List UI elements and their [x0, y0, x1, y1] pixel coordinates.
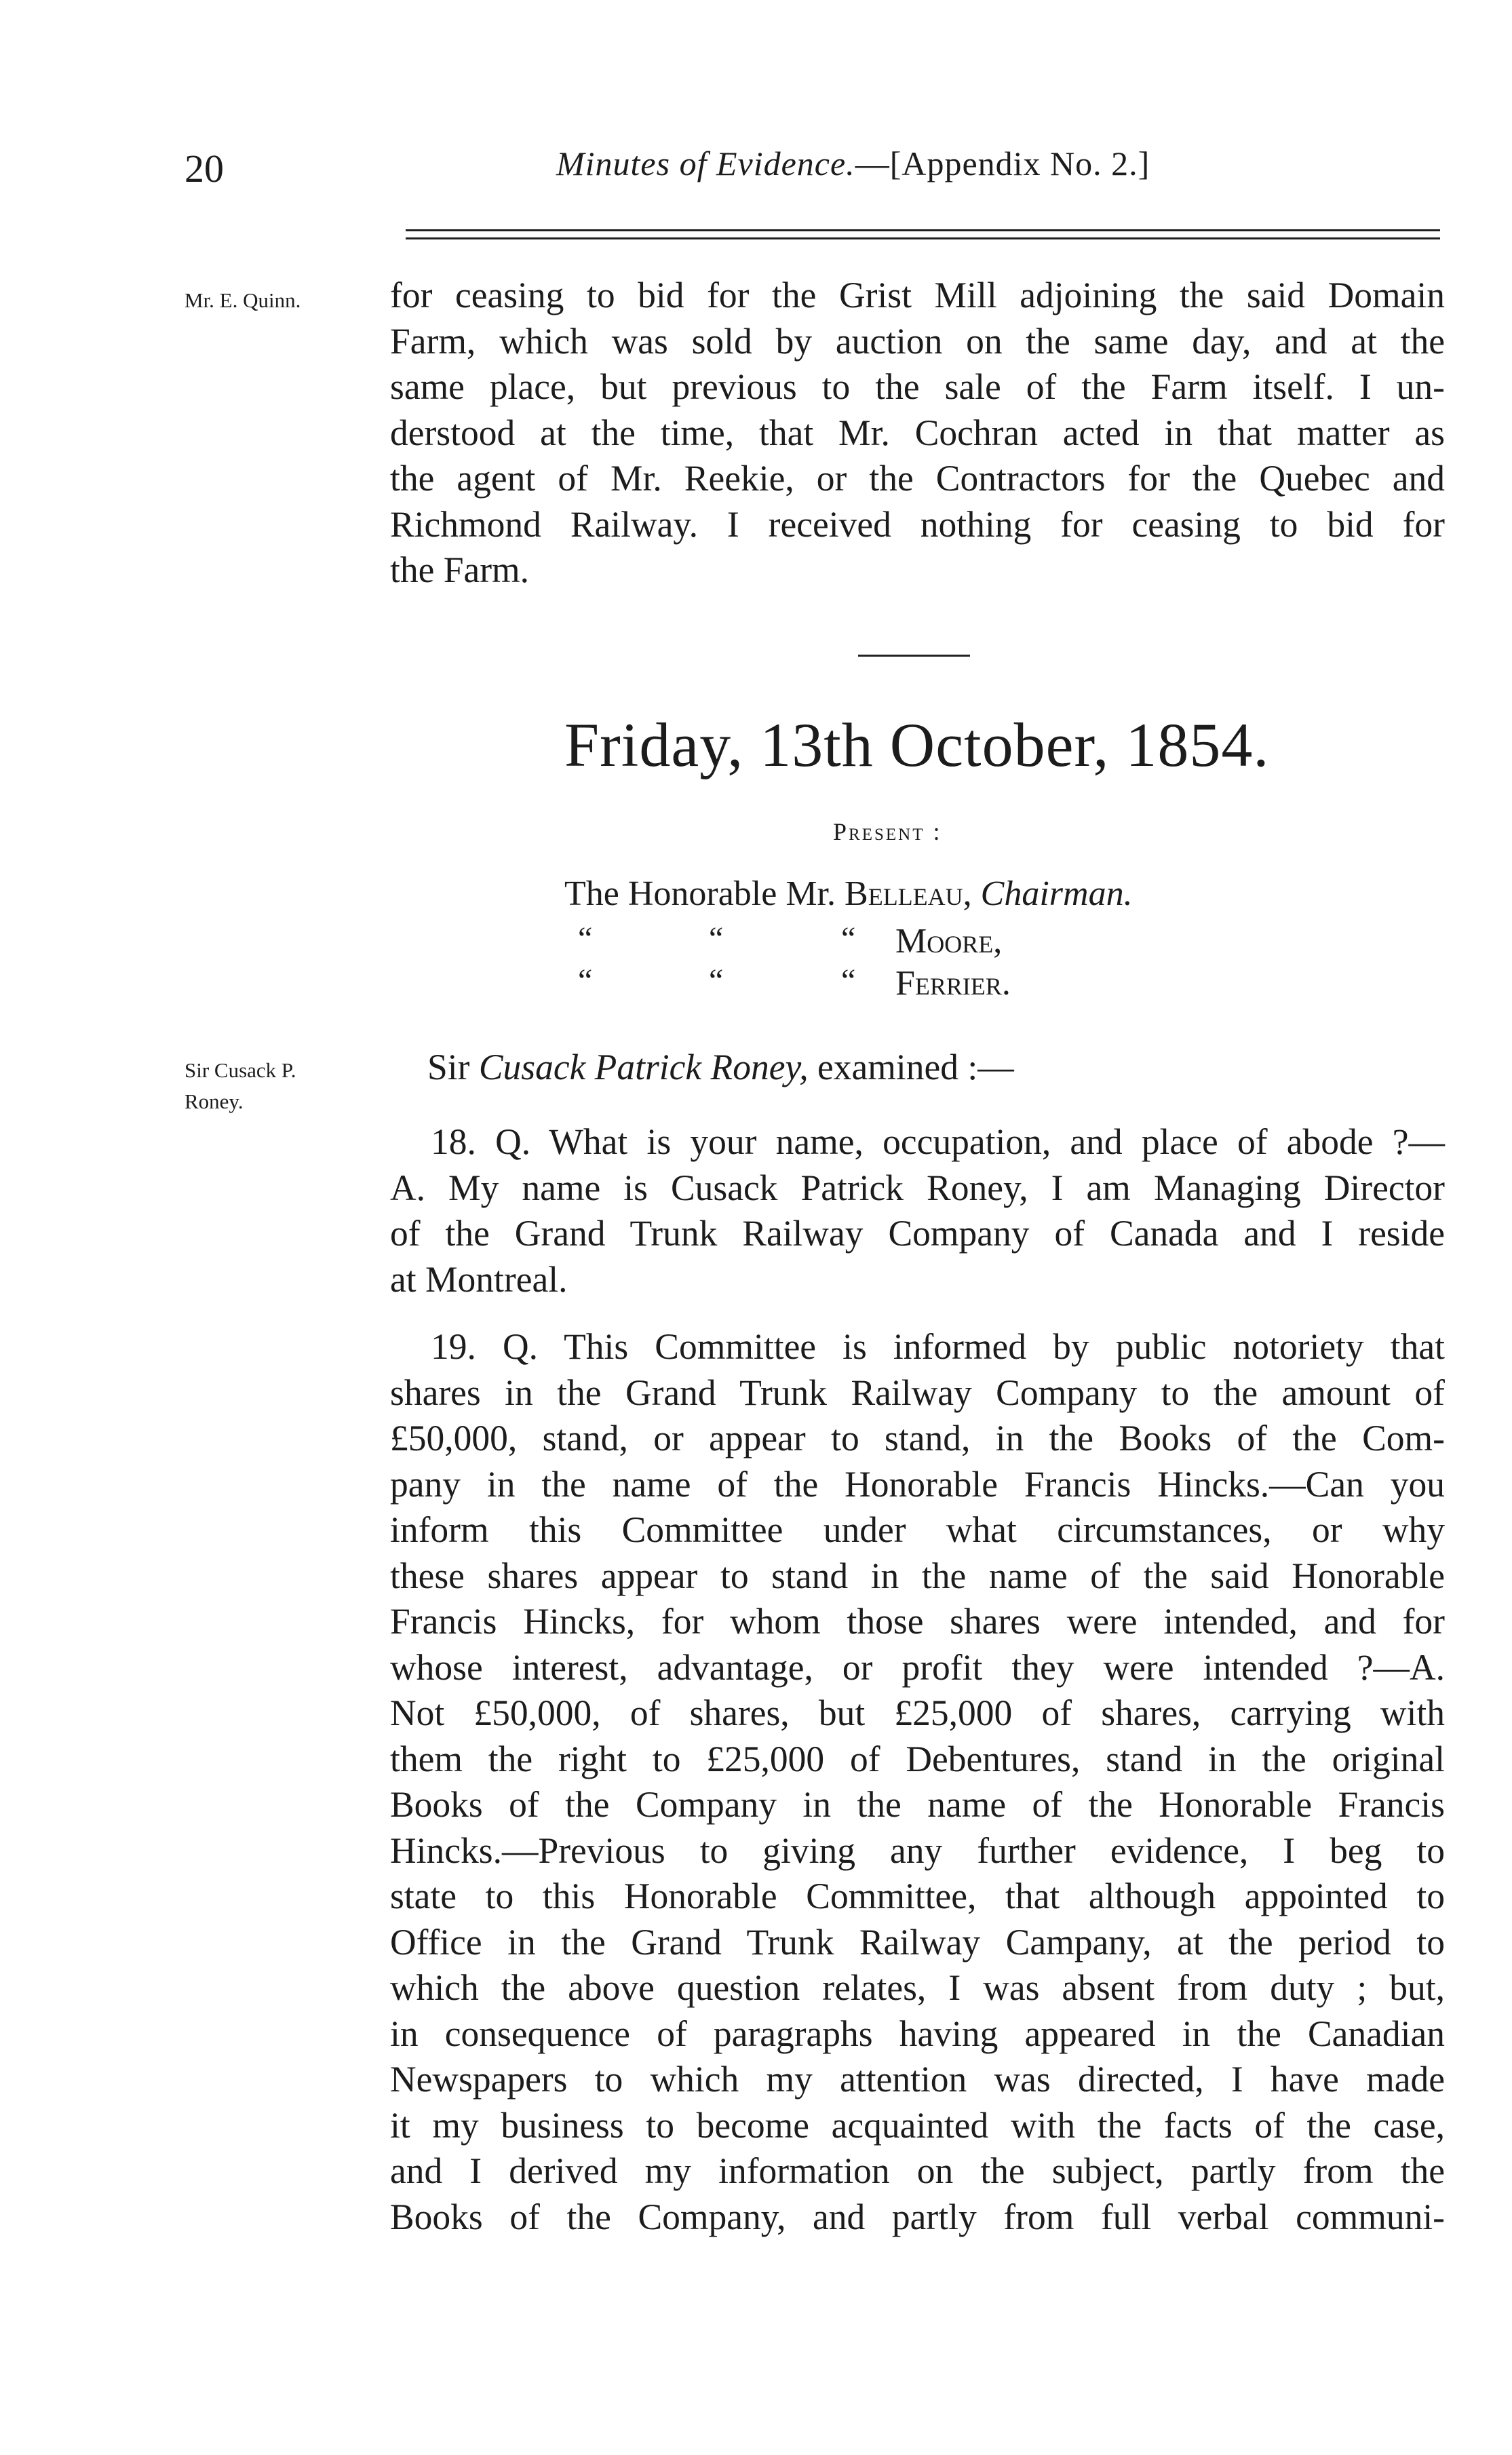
question-18: [390, 1119, 1445, 1302]
margin-speaker-roney-line1: Sir Cusack P.: [185, 1058, 296, 1082]
member-prefix: The Honorable Mr.: [564, 874, 836, 913]
q19-line: Not £50,000, of shares, but £25,000 of shares, carrying with: [390, 1693, 1445, 1733]
running-title: [556, 144, 1150, 183]
header-rule-bottom: [406, 237, 1440, 239]
ditto-mark: “: [578, 963, 593, 999]
margin-speaker-quinn: Mr. E. Quinn.: [185, 288, 301, 312]
examined-heading: [427, 1045, 1014, 1091]
ditto-mark: “: [578, 921, 593, 956]
margin-speaker-roney-line2: Roney.: [185, 1089, 244, 1113]
q19-line: in consequence of paragraphs having appeared in the Canadian: [390, 2013, 1445, 2054]
examined-prefix: Sir: [427, 1047, 470, 1087]
q18-line: of the Grand Trunk Railway Company of Canada and I reside: [390, 1213, 1445, 1254]
q19-line: inform this Committee under what circumstances, or why: [390, 1509, 1445, 1550]
q19-line: pany in the name of the Honorable Francis Hincks.—Can you: [390, 1463, 1445, 1505]
quinn-line: derstood at the time, that Mr. Cochran acted in that matter as: [390, 412, 1445, 453]
q18-line: 18. Q. What is your name, occupation, and place of abode ?—: [431, 1121, 1445, 1162]
margin-speaker-roney: [185, 1055, 296, 1117]
q19-line: which the above question relates, I was absent from duty ; but,: [390, 1967, 1445, 2008]
q19-line: Hincks.—Previous to giving any further evidence, I beg to: [390, 1830, 1445, 1871]
q19-line: it my business to become acquainted with the facts of the case,: [390, 2104, 1445, 2146]
ditto-mark: “: [841, 921, 856, 956]
quinn-line: Richmond Railway. I received nothing for ceasing to bid for: [390, 503, 1445, 545]
member-name-moore: Moore,: [895, 922, 1003, 961]
q19-line: Office in the Grand Trunk Railway Campany, at the period to: [390, 1921, 1445, 1963]
ditto-mark: “: [709, 921, 724, 956]
member-line-chairman: [564, 872, 1133, 916]
q19-line: state to this Honorable Committee, that although appointed to: [390, 1876, 1445, 1916]
running-title-appendix: —[Appendix No. 2.]: [855, 144, 1150, 182]
q19-line: 19. Q. This Committee is informed by public notoriety that: [431, 1326, 1445, 1367]
ditto-mark: “: [709, 963, 724, 999]
page-number: 20: [185, 147, 224, 191]
question-19: [390, 1324, 1445, 2240]
q18-line: A. My name is Cusack Patrick Roney, I am Managing Director: [390, 1167, 1445, 1208]
section-divider: [858, 655, 970, 657]
q19-line: Newspapers to which my attention was directed, I have made: [390, 2059, 1445, 2100]
q19-line: Books of the Company, and partly from full verbal communi-: [390, 2196, 1445, 2237]
q19-line: whose interest, advantage, or profit they were intended ?—A.: [390, 1646, 1445, 1688]
q19-line: £50,000, stand, or appear to stand, in the Books of the Com-: [390, 1418, 1445, 1458]
q18-line: at Montreal.: [390, 1258, 568, 1300]
quinn-paragraph: [390, 273, 1445, 594]
q19-line: them the right to £25,000 of Debentures, stand in the original: [390, 1738, 1445, 1779]
header-rule-top: [406, 229, 1440, 231]
q19-line: Francis Hincks, for whom those shares were intended, and for: [390, 1601, 1445, 1642]
member-role-chairman: Chairman.: [980, 874, 1133, 913]
quinn-line: for ceasing to bid for the Grist Mill adjoining the said Domain: [390, 275, 1445, 315]
q19-line: these shares appear to stand in the name of the said Honorable: [390, 1555, 1445, 1596]
member-name-ferrier: Ferrier.: [895, 964, 1011, 1003]
q19-line: shares in the Grand Trunk Railway Company to the amount of: [390, 1372, 1445, 1413]
quinn-line: Farm, which was sold by auction on the same day, and at the: [390, 320, 1445, 362]
quinn-line: the Farm.: [390, 549, 530, 590]
q19-line: and I derived my information on the subject, partly from the: [390, 2150, 1445, 2191]
quinn-line: the agent of Mr. Reekie, or the Contractors for the Quebec and: [390, 458, 1445, 499]
q19-line: Books of the Company in the name of the Honorable Francis: [390, 1784, 1445, 1825]
session-date-heading: Friday, 13th October, 1854.: [564, 710, 1270, 779]
member-name-belleau: Belleau,: [845, 874, 972, 913]
examined-name: Cusack Patrick Roney,: [478, 1047, 809, 1087]
ditto-mark: “: [841, 963, 856, 999]
present-label: Present :: [833, 818, 942, 845]
examined-suffix: examined :—: [817, 1047, 1014, 1087]
quinn-line: same place, but previous to the sale of the Farm itself. I un-: [390, 366, 1445, 407]
running-title-italic: Minutes of Evidence.: [556, 144, 855, 182]
